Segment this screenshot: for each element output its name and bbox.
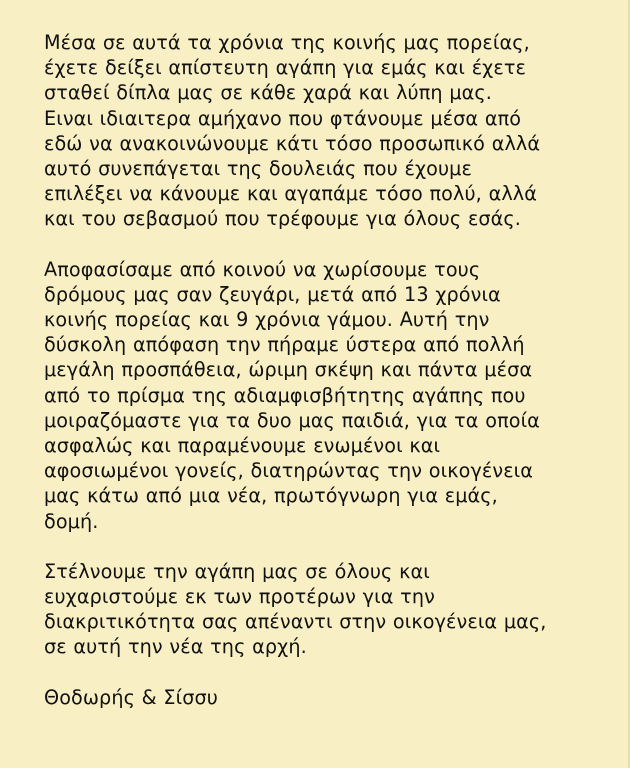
- paragraph-2-line: κοινής πορείας και 9 χρόνια γάμου. Αυτή την: [44, 308, 490, 332]
- paragraph-1: [44, 30, 614, 232]
- paragraph-3-line: Στέλνουμε την αγάπη μας σε όλους και: [44, 559, 430, 583]
- paragraph-2: [44, 257, 614, 534]
- paragraph-3: [44, 559, 614, 660]
- paragraph-1-line: εδώ να ανακοινώνουμε κάτι τόσο προσωπικό αλλά: [44, 131, 541, 155]
- paragraph-1-line: και του σεβασμού που τρέφουμε για όλους εσάς.: [44, 207, 521, 231]
- paragraph-3-line: ευχαριστούμε εκ των προτέρων για την: [44, 585, 435, 609]
- paragraph-2-line: από το πρίσμα της αδιαμφισβήτητης αγάπης που: [44, 383, 526, 407]
- paragraph-1-line: επιλέξει να κάνουμε και αγαπάμε τόσο πολύ, αλλά: [44, 182, 537, 206]
- paragraph-1-line: σταθεί δίπλα μας σε κάθε χαρά και λύπη μας.: [44, 81, 492, 105]
- paragraph-3-line: σε αυτή την νέα της αρχή.: [44, 635, 307, 659]
- paragraph-2-line: μας κάτω από μια νέα, πρωτόγνωρη για εμάς,: [44, 484, 498, 508]
- paragraph-2-line: δομή.: [44, 509, 99, 533]
- paragraph-1-line: Μέσα σε αυτά τα χρόνια της κοινής μας πορείας,: [44, 31, 530, 54]
- signature: Θοδωρής & Σίσσυ: [44, 685, 218, 709]
- paragraph-2-line: δρόμους μας σαν ζευγάρι, μετά από 13 χρόνια: [44, 282, 501, 306]
- paragraph-2-line: Αποφασίσαμε από κοινού να χωρίσουμε τους: [44, 257, 481, 281]
- paragraph-1-line: Ειναι ιδιαιτερα αμήχανο που φτάνουμε μέσα από: [44, 106, 522, 130]
- statement-text: [44, 30, 614, 710]
- paragraph-2-line: μεγάλη προσπάθεια, ώριμη σκέψη και πάντα μέσα: [44, 358, 533, 382]
- paragraph-1-line: αυτό συνεπάγεται της δουλειάς που έχουμε: [44, 157, 472, 181]
- paragraph-2-line: αφοσιωμένοι γονείς, διατηρώντας την οικογένεια: [44, 459, 534, 483]
- paragraph-2-line: ασφαλώς και παραμένουμε ενωμένοι και: [44, 434, 441, 458]
- paragraph-1-line: έχετε δείξει απίστευτη αγάπη για εμάς και έχετε: [44, 56, 526, 80]
- paragraph-2-line: μοιραζόμαστε για τα δυο μας παιδιά, για τα οποία: [44, 408, 540, 432]
- paragraph-2-line: δύσκολη απόφαση την πήραμε ύστερα από πολλή: [44, 333, 525, 357]
- paragraph-3-line: διακριτικότητα σας απέναντι στην οικογένεια μας,: [44, 610, 547, 634]
